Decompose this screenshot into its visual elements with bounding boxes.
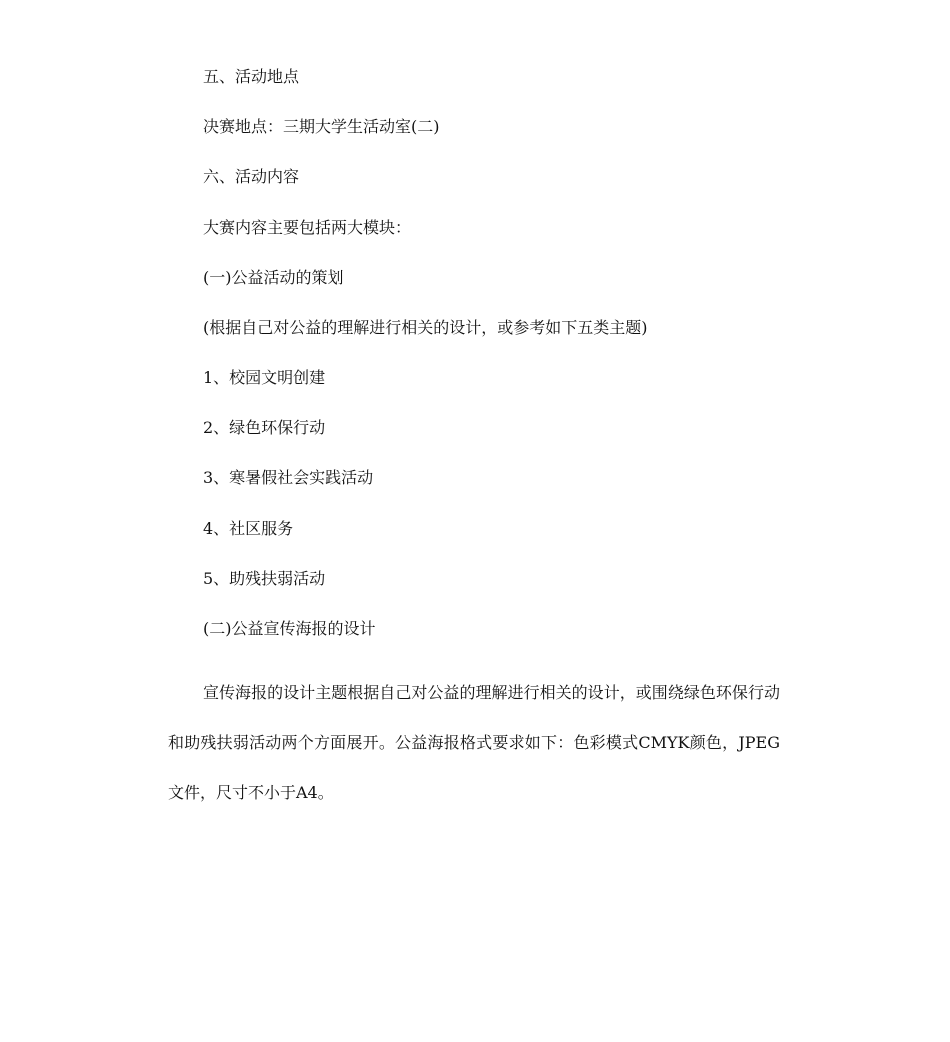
module-one-heading: (一)公益活动的策划 <box>203 268 344 287</box>
module-one-note: (根据自己对公益的理解进行相关的设计，或参考如下五类主题) <box>203 318 648 337</box>
list-item: 1、校园文明创建 <box>203 368 326 387</box>
poster-requirements-paragraph: 宣传海报的设计主题根据自己对公益的理解进行相关的设计，或围绕绿色环保行动和助残扶弱活动两个方面展开。公益海报格式要求如下：色彩模式CMYK颜色，JPEG文件，尺寸不小于A4。 <box>168 683 780 802</box>
list-item: 4、社区服务 <box>203 519 294 538</box>
final-venue-text: 决赛地点：三期大学生活动室(二) <box>203 117 440 136</box>
section-heading-location: 五、活动地点 <box>203 67 300 86</box>
section-heading-content: 六、活动内容 <box>203 167 300 186</box>
list-item: 5、助残扶弱活动 <box>203 569 326 588</box>
list-item: 3、寒暑假社会实践活动 <box>203 468 374 487</box>
modules-intro-text: 大赛内容主要包括两大模块： <box>203 218 412 237</box>
module-two-heading: (二)公益宣传海报的设计 <box>203 619 376 638</box>
list-item: 2、绿色环保行动 <box>203 418 326 437</box>
